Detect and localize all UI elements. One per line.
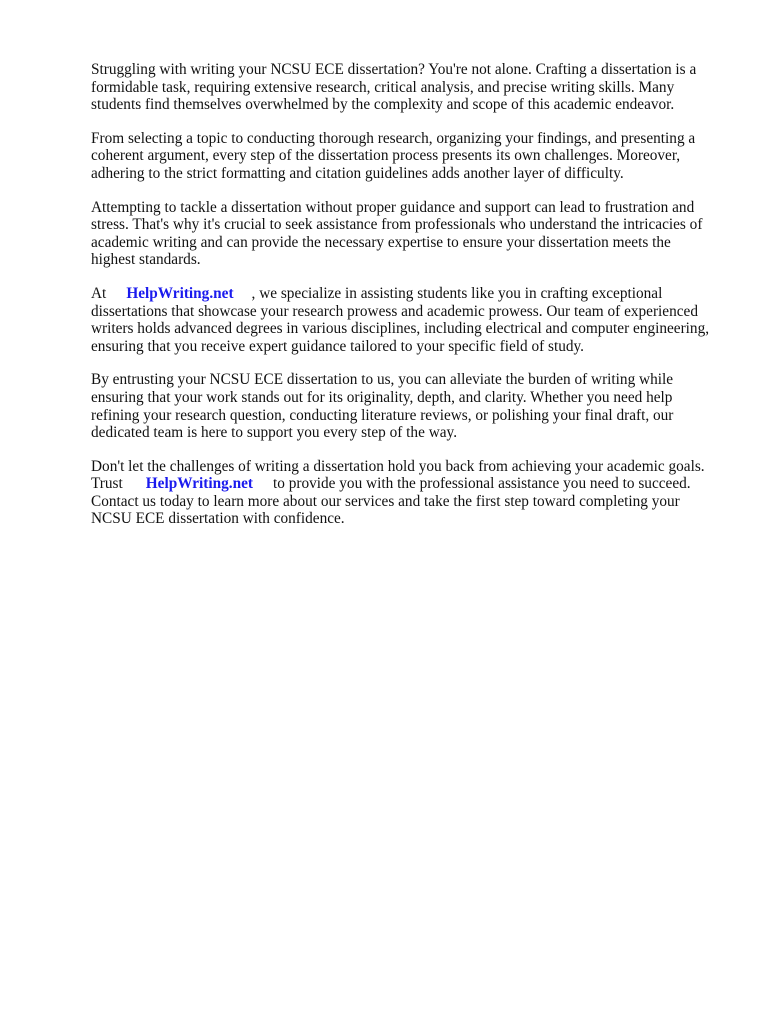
text-line: By entrusting your NCSU ECE dissertation to us, you can alleviate the burden of writing while: [91, 371, 674, 389]
text-line: stress. That's why it's crucial to seek assistance from professionals who understand the intricacies of: [91, 216, 703, 234]
text-line: From selecting a topic to conducting thorough research, organizing your findings, and presenting a: [91, 129, 696, 147]
text-fragment: Trust: [91, 475, 123, 493]
text-line: NCSU ECE dissertation with confidence.: [91, 510, 345, 528]
text-fragment: At: [91, 284, 107, 302]
text-line: dissertations that showcase your research prowess and academic prowess. Our team of experienced: [91, 302, 698, 320]
text-fragment: , we specialize in assisting students like you in crafting exceptional: [251, 284, 663, 302]
text-line-with-link: [91, 475, 731, 493]
paragraph-helpwriting: [91, 285, 731, 355]
text-line: highest standards.: [91, 251, 201, 269]
text-line: writers holds advanced degrees in various disciplines, including electrical and computer engineering,: [91, 320, 710, 338]
text-line: refining your research question, conducting literature reviews, or polishing your final draft, our: [91, 406, 674, 424]
text-line: coherent argument, every step of the dissertation process presents its own challenges. Moreover,: [91, 147, 681, 165]
text-line: formidable task, requiring extensive research, critical analysis, and precise writing skills. Many: [91, 78, 675, 96]
text-line: ensuring that your work stands out for its originality, depth, and clarity. Whether you need help: [91, 388, 673, 406]
text-line: Attempting to tackle a dissertation without proper guidance and support can lead to frustration and: [91, 198, 695, 216]
paragraph-guidance: [91, 199, 731, 269]
paragraph-intro: [91, 61, 731, 114]
helpwriting-link[interactable]: HelpWriting.net: [126, 284, 234, 302]
helpwriting-link[interactable]: HelpWriting.net: [145, 475, 253, 493]
paragraph-entrusting: [91, 371, 731, 441]
text-line: adhering to the strict formatting and citation guidelines adds another layer of difficulty.: [91, 164, 624, 182]
paragraph-closing: [91, 458, 731, 528]
document-body: [91, 61, 731, 544]
text-line: ensuring that you receive expert guidance tailored to your specific field of study.: [91, 337, 585, 355]
text-line: Contact us today to learn more about our services and take the first step toward completing your: [91, 492, 680, 510]
text-line: Struggling with writing your NCSU ECE dissertation? You're not alone. Crafting a dissertation is a: [91, 61, 697, 78]
paragraph-challenges: [91, 130, 731, 183]
text-line: Don't let the challenges of writing a dissertation hold you back from achieving your academic goals.: [91, 457, 705, 475]
text-line: students find themselves overwhelmed by the complexity and scope of this academic endeavor.: [91, 96, 675, 114]
text-fragment: to provide you with the professional assistance you need to succeed.: [273, 475, 691, 493]
text-line: academic writing and can provide the necessary expertise to ensure your dissertation meets the: [91, 233, 671, 251]
text-line: dedicated team is here to support you every step of the way.: [91, 424, 458, 442]
text-line-with-link: [91, 285, 731, 303]
